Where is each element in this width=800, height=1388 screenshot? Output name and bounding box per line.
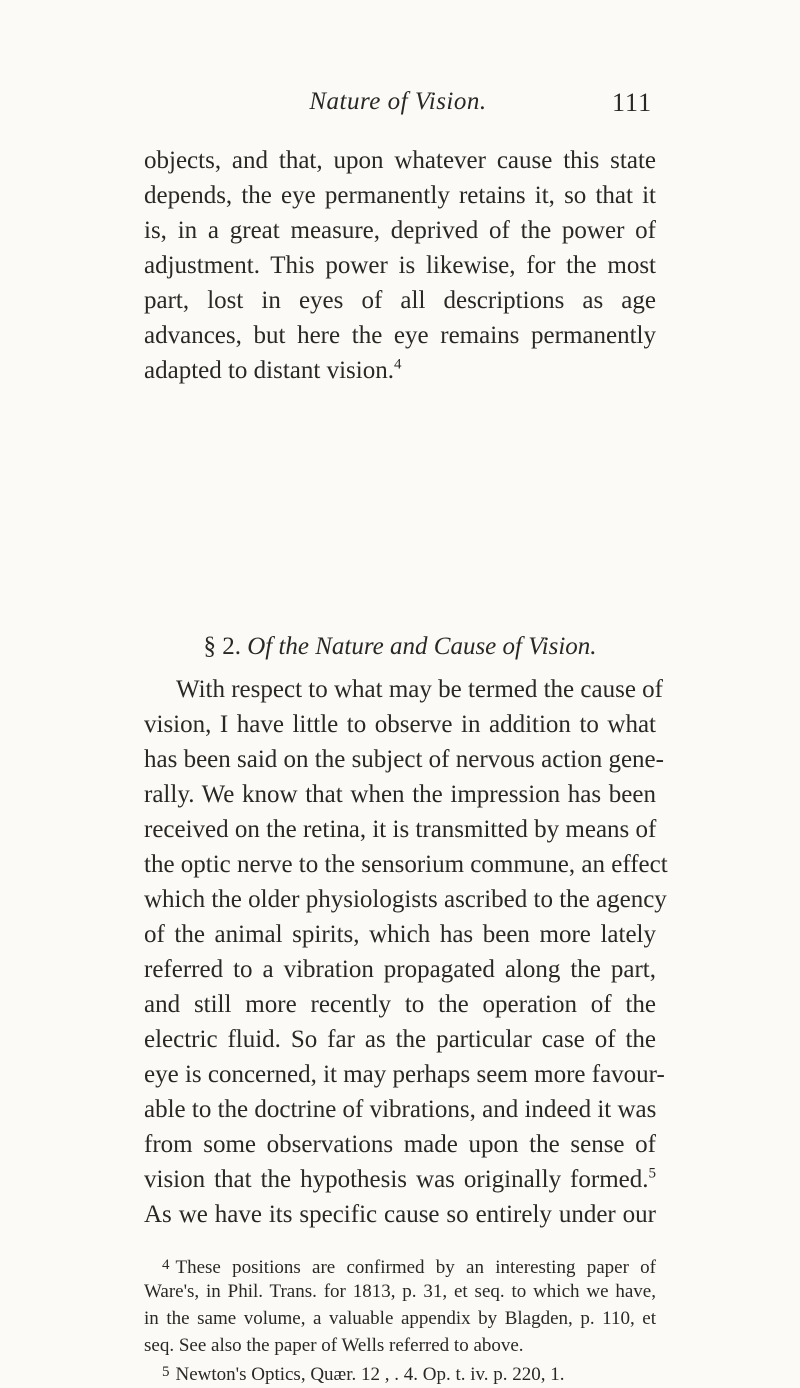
running-head (0, 88, 800, 122)
text-line: from some observations made upon the sense of (144, 1131, 656, 1158)
footnote-line: seq. See also the paper of Wells referred to above. (144, 1335, 524, 1356)
footnote-line: Ware's, in Phil. Trans. for 1813, p. 31, et seq. to which we have, (144, 1281, 656, 1302)
section-heading (144, 632, 656, 662)
text-line: objects, and that, upon whatever cause this state (144, 147, 656, 174)
text-line: has been said on the subject of nervous action gene- (144, 746, 664, 773)
text-line-content: adapted to distant vision. (144, 357, 394, 384)
text-line: which the older physiologists ascribed to the agency (144, 886, 667, 913)
footnote-mark: 5 (162, 1364, 170, 1380)
text-line: is, in a great measure, deprived of the power of (144, 217, 656, 244)
text-line (144, 1165, 656, 1195)
footnote-line (162, 1252, 656, 1278)
text-line: adjustment. This power is likewise, for the most (144, 252, 656, 279)
text-line: rally. We know that when the impression has been (144, 781, 656, 808)
section-title: Of the Nature and Cause of Vision. (247, 633, 597, 660)
text-line: With respect to what may be termed the cause of (176, 676, 663, 703)
text-line: As we have its specific cause so entirely under our (144, 1201, 656, 1228)
text-line: and still more recently to the operation of the (144, 991, 656, 1018)
text-line: part, lost in eyes of all descriptions as age (144, 287, 656, 314)
footnote-mark: 4 (162, 1257, 170, 1273)
text-line: received on the retina, it is transmitted by means of (144, 816, 657, 843)
text-line: of the animal spirits, which has been more lately (144, 921, 656, 948)
page-number: 111 (612, 88, 653, 117)
footnote-line: in the same volume, a valuable appendix by Blagden, p. 110, et (144, 1308, 656, 1329)
text-line: able to the doctrine of vibrations, and indeed it was (144, 1096, 657, 1123)
text-line: referred to a vibration propagated along the part, (144, 956, 656, 983)
text-line: electric fluid. So far as the particular case of the (144, 1026, 656, 1053)
footnote-ref[interactable]: 4 (393, 356, 402, 373)
footnote-text: These positions are confirmed by an interesting paper of (175, 1257, 656, 1278)
running-title: Nature of Vision. (309, 88, 487, 115)
text-line: vision, I have little to observe in addition to what (144, 711, 656, 738)
footnote-ref[interactable]: 5 (648, 1165, 656, 1182)
footnote-line (162, 1359, 656, 1385)
text-line: eye is concerned, it may perhaps seem more favour- (144, 1061, 665, 1088)
text-line-content: vision that the hypothesis was originally formed. (144, 1166, 649, 1193)
text-line: the optic nerve to the sensorium commune, an effect (144, 851, 668, 878)
text-line (144, 356, 656, 386)
footnote-text: Newton's Optics, Quær. 12 , . 4. Op. t. iv. p. 220, 1. (175, 1364, 565, 1385)
text-line: depends, the eye permanently retains it, so that it (144, 182, 656, 209)
text-line: advances, but here the eye remains permanently (144, 322, 656, 349)
section-marker: § 2. (203, 633, 241, 660)
